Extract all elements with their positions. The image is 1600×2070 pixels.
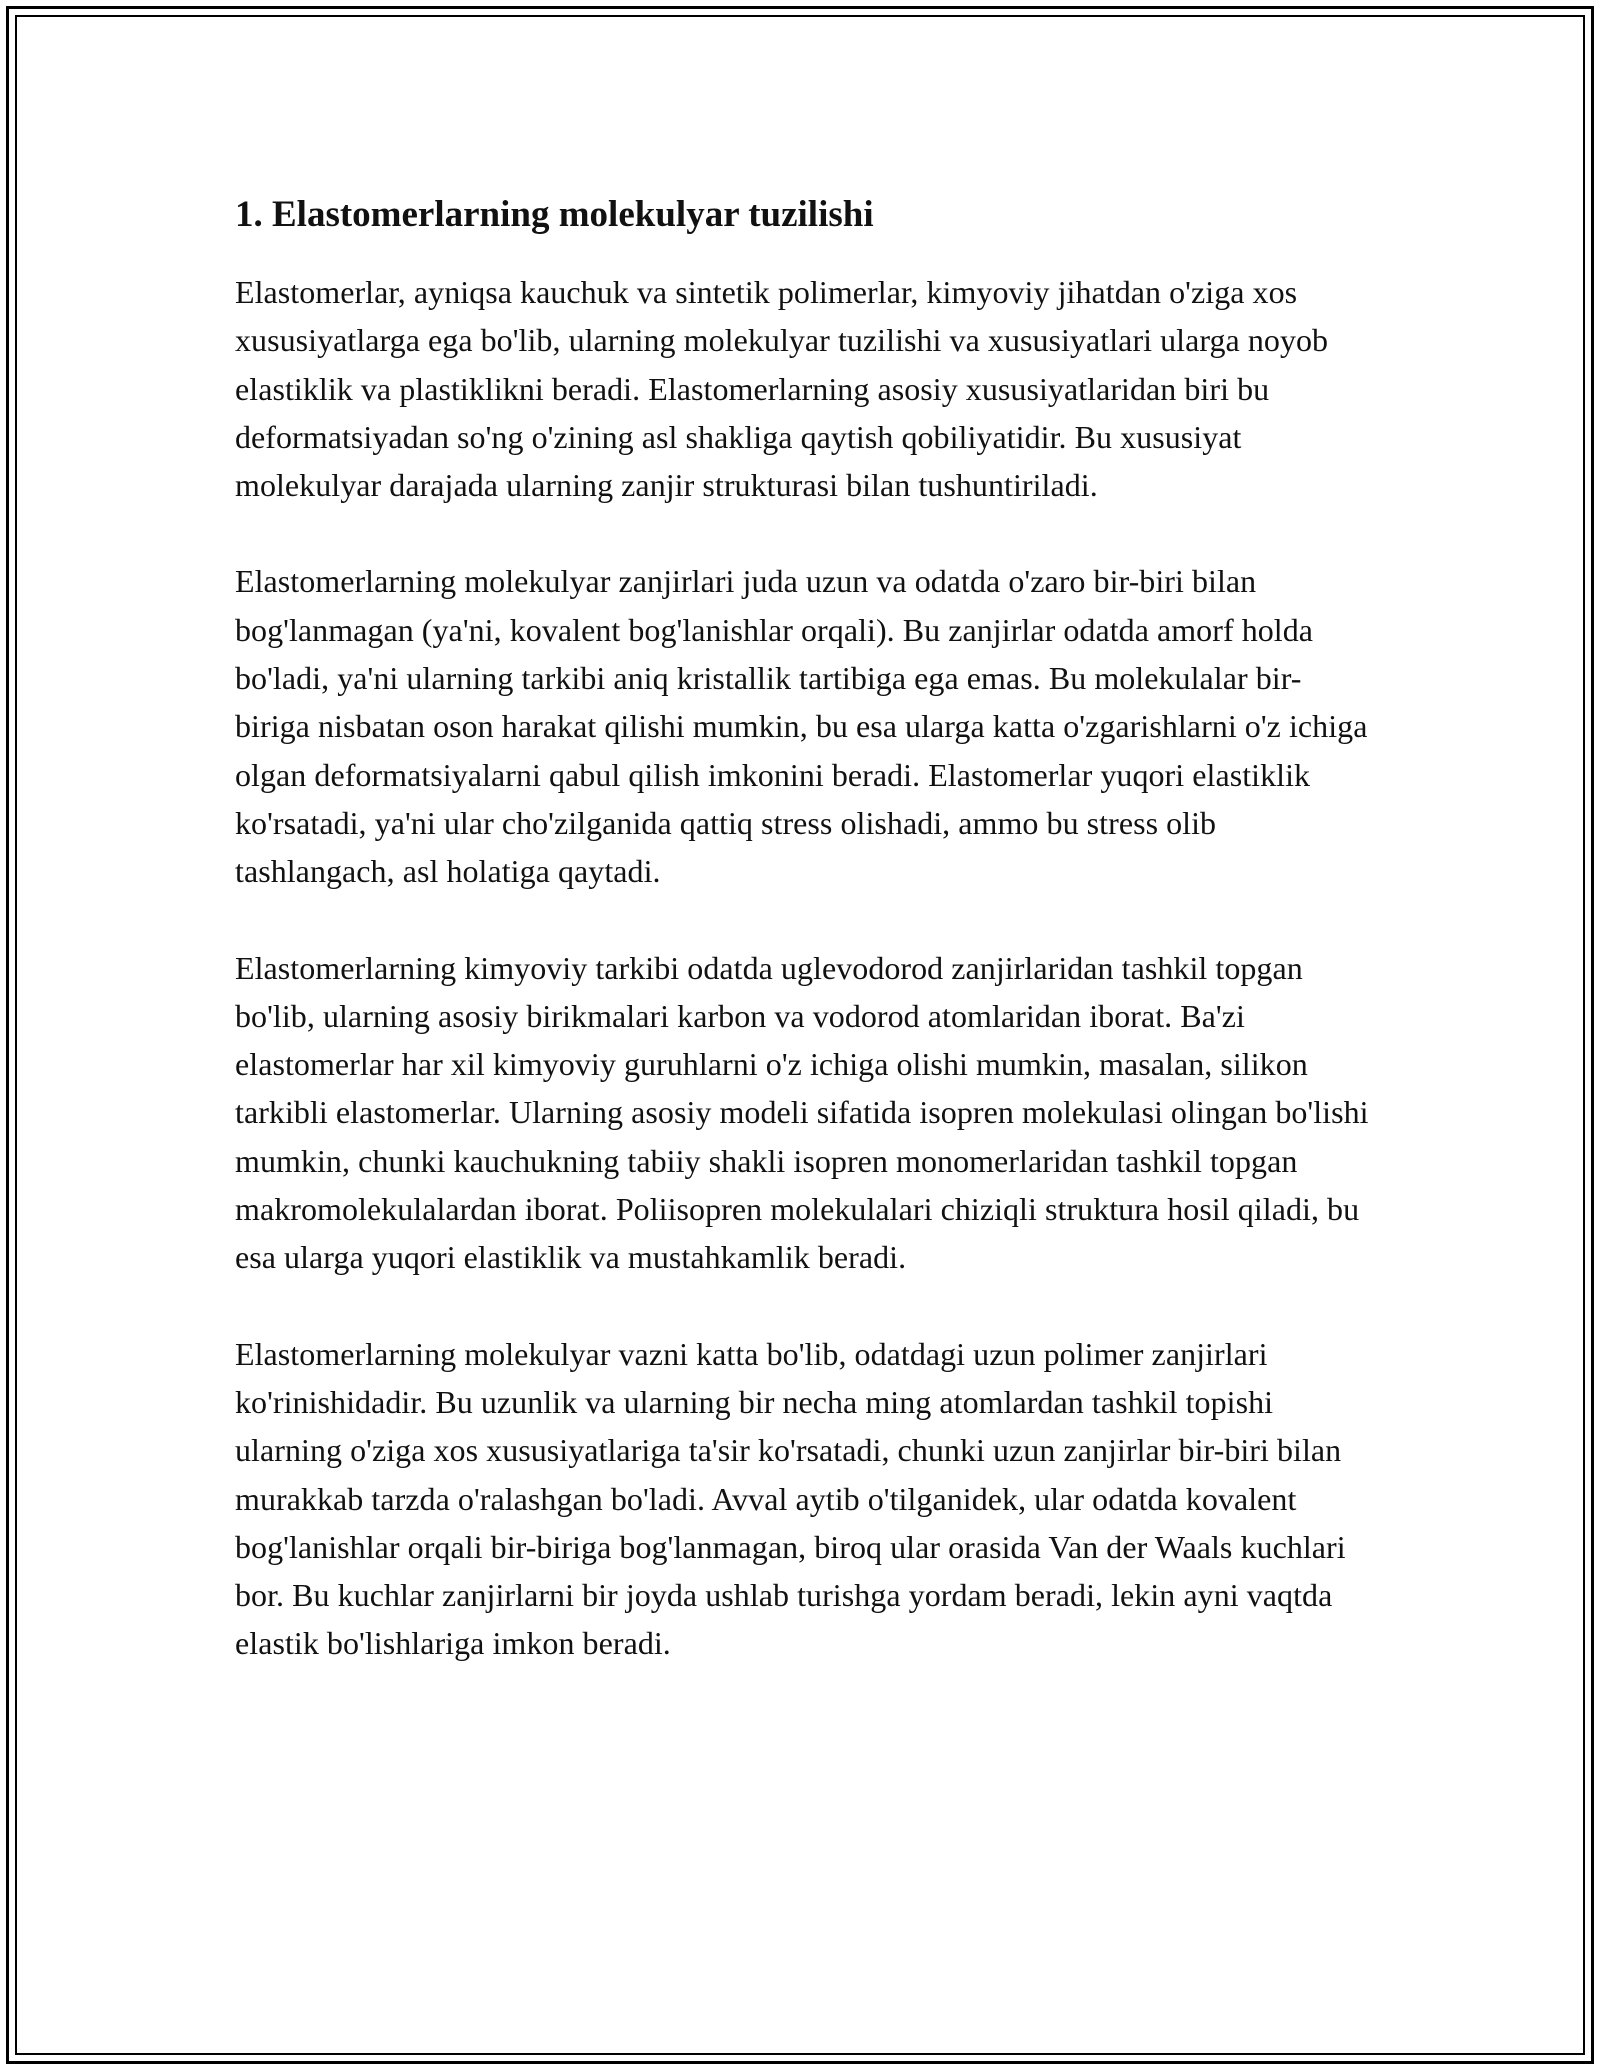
document-body — [235, 185, 1375, 1716]
paragraph-2: Elastomerlarning molekulyar zanjirlari juda uzun va odatda o'zaro bir-biri bilan bog'lanmagan (ya'ni, kovalent bog'lanishlar orqali). Bu zanjirlar odatda amorf holda bo'ladi, ya'ni ularning tarkibi aniq kristallik tartibiga ega emas. Bu molekulalar bir-biriga nisbatan oson harakat qilishi mumkin, bu esa ularga katta o'zgarishlarni o'z ichiga olgan deformatsiyalarni qabul qilish imkonini beradi. Elastomerlar yuqori elastiklik ko'rsatadi, ya'ni ular cho'zilganida qattiq stress olishadi, ammo bu stress olib tashlangach, asl holatiga qaytadi. — [235, 563, 1368, 890]
paragraph-1: Elastomerlar, ayniqsa kauchuk va sintetik polimerlar, kimyoviy jihatdan o'ziga xos xususiyatlarga ega bo'lib, ularning molekulyar tuzilishi va xususiyatlari ularga noyob elastiklik va plastiklikni beradi. Elastomerlarning asosiy xususiyatlaridan biri bu deformatsiyadan so'ng o'zining asl shakliga qaytish qobiliyatidir. Bu xususiyat molekulyar darajada ularning zanjir strukturasi bilan tushuntiriladi. — [235, 274, 1329, 504]
paragraph-3: Elastomerlarning kimyoviy tarkibi odatda uglevodorod zanjirlaridan tashkil topgan bo'lib, ularning asosiy birikmalari karbon va vodorod atomlaridan iborat. Ba'zi elastomerlar har xil kimyoviy guruhlarni o'z ichiga olishi mumkin, masalan, silikon tarkibli elastomerlar. Ularning asosiy modeli sifatida isopren molekulasi olingan bo'lishi mumkin, chunki kauchukning tabiiy shakli isopren monomerlaridan tashkil topgan makromolekulalardan iborat. Poliisopren molekulalari chiziqli struktura hosil qiladi, bu esa ularga yuqori elastiklik va mustahkamlik beradi. — [235, 949, 1369, 1276]
section-title: 1. Elastomerlarning molekulyar tuzilishi — [235, 194, 874, 235]
paragraph-4: Elastomerlarning molekulyar vazni katta bo'lib, odatdagi uzun polimer zanjirlari ko'rinishidadir. Bu uzunlik va ularning bir necha ming atomlardan tashkil topishi ularning o'ziga xos xususiyatlariga ta'sir ko'rsatadi, chunki uzun zanjirlar bir-biri bilan murakkab tarzda o'ralashgan bo'ladi. Avval aytib o'tilganidek, ular odatda kovalent bog'lanishlar orqali bir-biriga bog'lanmagan, biroq ular orasida Van der Waals kuchlari bor. Bu kuchlar zanjirlarni bir joyda ushlab turishga yordam beradi, lekin ayni vaqtda elastik bo'lishlariga imkon beradi. — [235, 1335, 1346, 1662]
